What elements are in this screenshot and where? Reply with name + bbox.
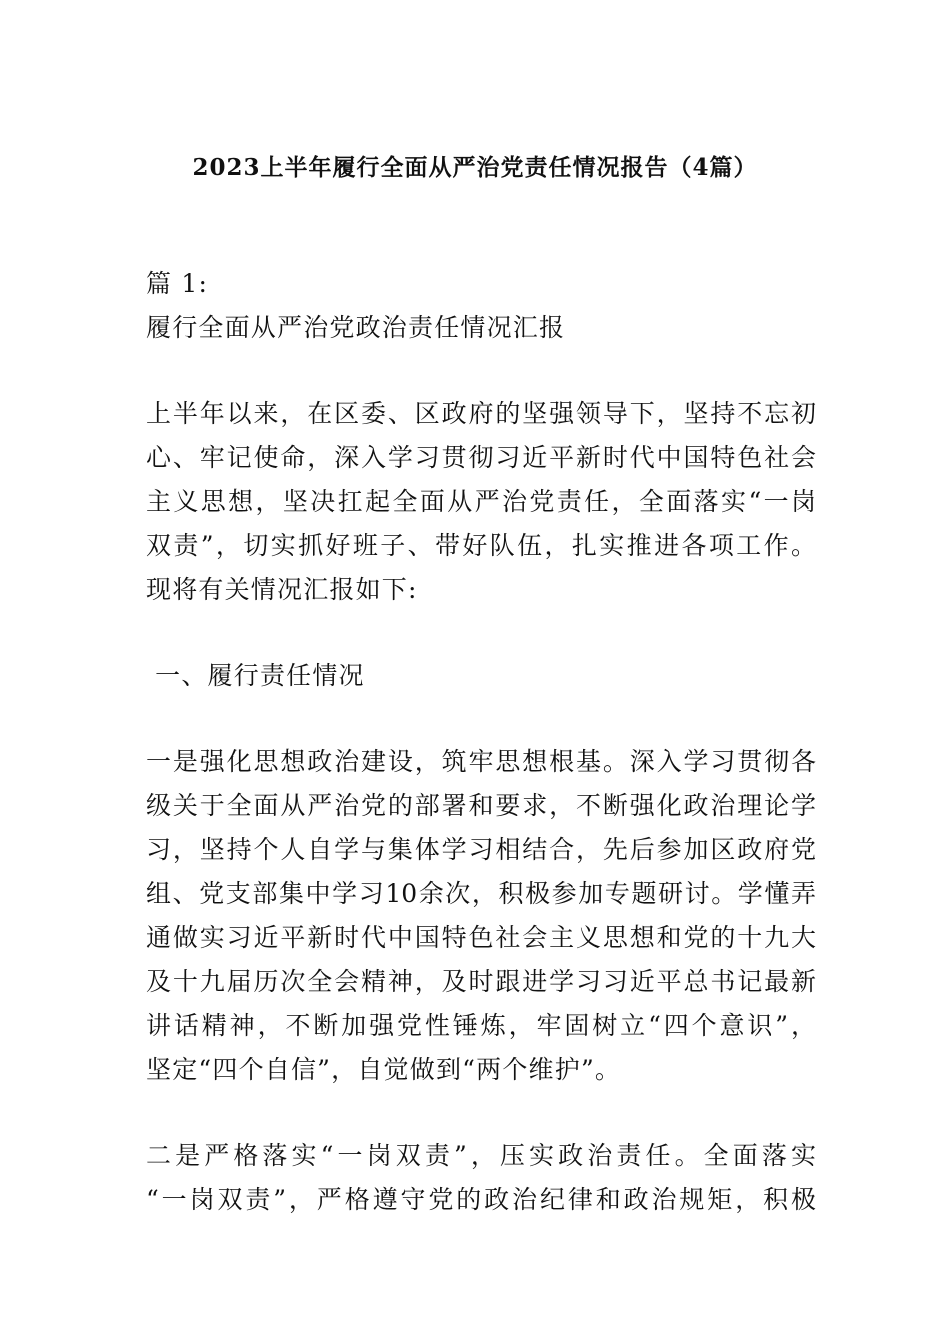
chapter-label: 篇 1: bbox=[146, 269, 209, 298]
paragraph-line: 通做实习近平新时代中国特色社会主义思想和党的十九大 bbox=[146, 923, 816, 952]
document-subtitle: 履行全面从严治党政治责任情况汇报 bbox=[146, 313, 566, 342]
paragraph-line: 级关于全面从严治党的部署和要求，不断强化政治理论学 bbox=[146, 791, 816, 820]
paragraph-line: 组、党支部集中学习10余次，积极参加专题研讨。学懂弄 bbox=[146, 879, 816, 908]
paragraph-line: 习，坚持个人自学与集体学习相结合，先后参加区政府党 bbox=[146, 835, 816, 864]
section-heading: 一、履行责任情况 bbox=[146, 661, 365, 690]
paragraph-line: 二是严格落实“一岗双责”，压实政治责任。全面落实 bbox=[146, 1141, 816, 1170]
paragraph-line: 讲话精神，不断加强党性锤炼，牢固树立“四个意识”， bbox=[146, 1011, 816, 1040]
paragraph-line: 及十九届历次全会精神，及时跟进学习习近平总书记最新 bbox=[146, 967, 816, 996]
intro-line: 双责”，切实抓好班子、带好队伍，扎实推进各项工作。 bbox=[146, 531, 816, 560]
document-title: 2023上半年履行全面从严治党责任情况报告（4篇） bbox=[192, 154, 758, 181]
paragraph-line: 一是强化思想政治建设，筑牢思想根基。深入学习贯彻各 bbox=[146, 747, 816, 776]
intro-line: 上半年以来，在区委、区政府的坚强领导下，坚持不忘初 bbox=[146, 399, 816, 428]
paragraph-line: “一岗双责”，严格遵守党的政治纪律和政治规矩，积极 bbox=[146, 1185, 816, 1214]
intro-line: 心、牢记使命，深入学习贯彻习近平新时代中国特色社会 bbox=[146, 443, 816, 472]
intro-line: 现将有关情况汇报如下: bbox=[146, 575, 418, 604]
paragraph-line: 坚定“四个自信”，自觉做到“两个维护”。 bbox=[146, 1055, 622, 1084]
intro-line: 主义思想，坚决扛起全面从严治党责任，全面落实“一岗 bbox=[146, 487, 816, 516]
